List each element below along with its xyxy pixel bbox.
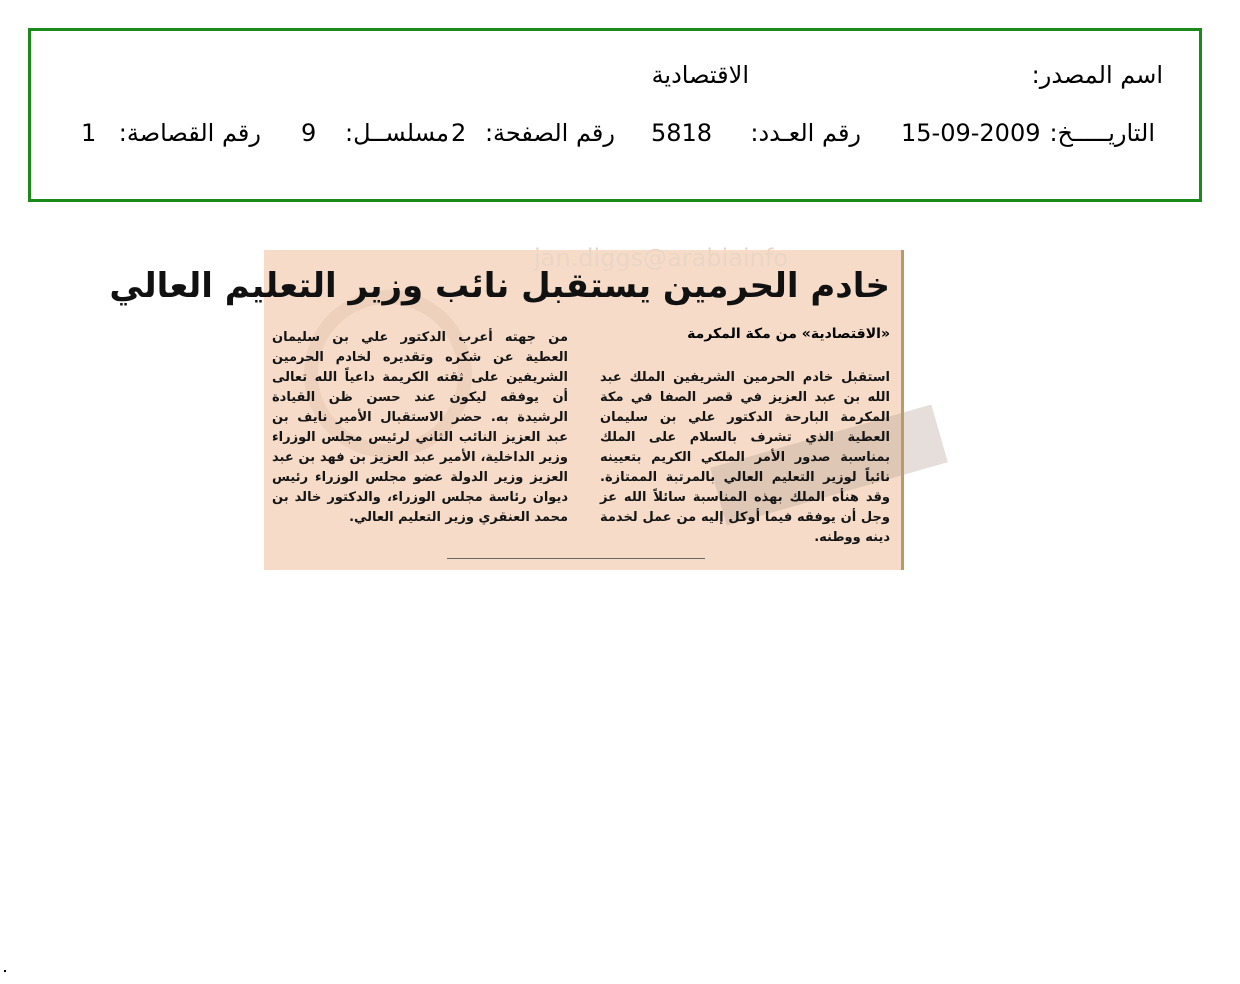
corner-dot (2, 968, 8, 974)
bottom-divider (447, 558, 705, 559)
details-row (31, 119, 1199, 159)
clip-value: 1 (81, 119, 97, 147)
issue-value: 5818 (651, 119, 713, 147)
date-label: التاريـــــخ: (1049, 119, 1155, 147)
right-divider (901, 250, 904, 570)
serial-label: مسلســل: (345, 119, 449, 147)
page-label: رقم الصفحة: (484, 119, 615, 147)
source-row (31, 61, 1199, 101)
article-headline: خادم الحرمين يستقبل نائب وزير التعليم العالي (109, 266, 890, 306)
serial-value: 9 (301, 119, 317, 147)
source-label: اسم المصدر: (1031, 61, 1163, 89)
article-byline: «الاقتصادية» من مكة المكرمة (687, 326, 890, 342)
date-value: 15-09-2009 (901, 119, 1041, 147)
watermark-text: jan.diggs@arabiainfo (534, 244, 788, 272)
issue-label: رقم العـدد: (750, 119, 861, 147)
source-value: الاقتصادية (651, 61, 749, 89)
page-value: 2 (451, 119, 467, 147)
document-info-frame (28, 28, 1202, 202)
article-column-2: من جهته أعرب الدكتور علي بن سليمان العطية عن شكره وتقديره لخادم الحرمين الشريفين على ثقته الكريمة داعياً الله تعالى أن يوفقه ليكون عند حسن ظن القيادة الرشيدة به. حضر الاستقبال الأمير نايف بن عبد العزيز النائب الثاني لرئيس مجلس الوزراء وزير الداخلية، الأمير عبد العزيز بن فهد بن عبد العزيز وزير الدولة عضو مجلس الوزراء رئيس ديوان رئاسة مجلس الوزراء، والدكتور خالد بن محمد العنقري وزير التعليم العالي. (272, 330, 568, 525)
article-column-1: استقبل خادم الحرمين الشريفين الملك عبد الله بن عبد العزيز في قصر الصفا في مكة المكرمة البارحة الدكتور علي بن سليمان العطية الذي تشرف بالسلام على الملك بمناسبة صدور الأمر الملكي الكريم بتعيينه نائباً لوزير التعليم العالي بالمرتبة الممتازة. وقد هنأه الملك بهذه المناسبة سائلاً الله عز وجل أن يوفقه فيما أوكل إليه من عمل لخدمة دينه ووطنه. (600, 370, 890, 545)
newspaper-clipping (109, 244, 904, 570)
clip-label: رقم القصاصة: (118, 119, 261, 147)
